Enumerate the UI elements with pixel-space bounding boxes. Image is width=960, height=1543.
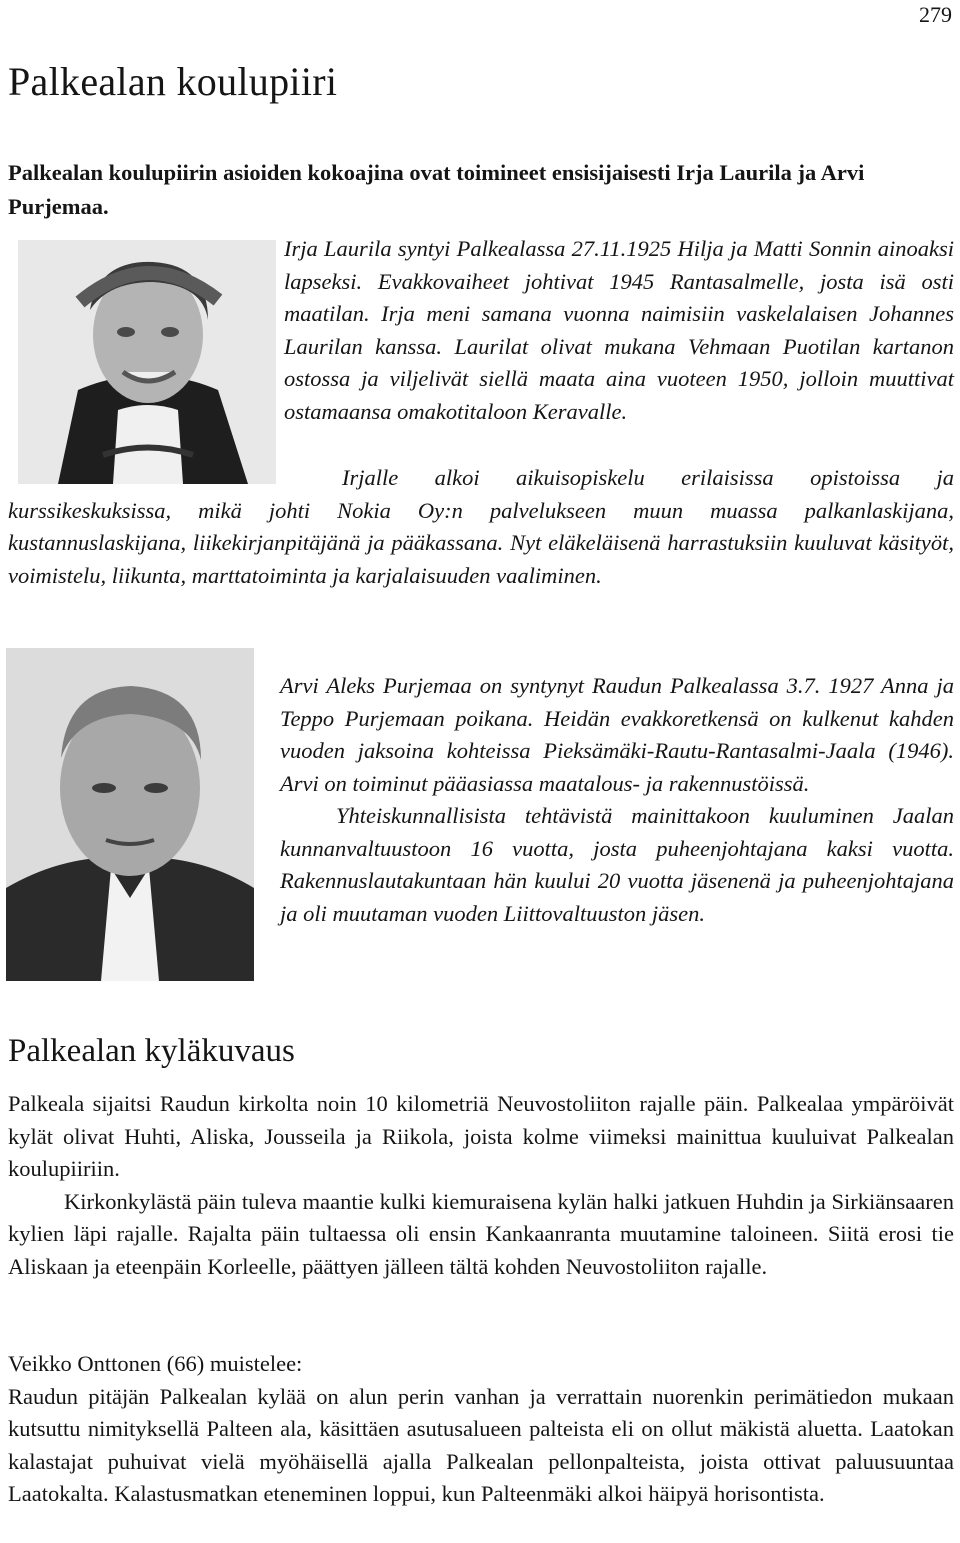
memory-paragraph: Raudun pitäjän Palkealan kylää on alun perin vanhan ja verrattain nuorenkin perimätiedon mukaan kutsuttu nimityksellä Palteen ala, käsittäen asutusalueen palteista eli on ollut mäkistä aluetta. Laatokan kalastajat puhuivat vielä myöhäisellä ajalla Palkealan pellonpalteista, joista ottivat paluusuuntaa Laatokalta. Kalastusmatkan eteneminen loppui, kun Palteenmäki alkoi häipyä horisontista. — [8, 1383, 954, 1506]
portrait-irja-laurila — [18, 240, 276, 484]
page-number: 279 — [919, 2, 952, 27]
arvi-paragraph-1: Arvi Aleks Purjemaa on syntynyt Raudun Palkealassa 3.7. 1927 Anna ja Teppo Purjemaan poikana. Heidän evakkoretkensä on kulkenut kahden vuoden jaksoina kohteissa Pieksämäki-Rautu-Rantasalmi-Jaala (1946). Arvi on toiminut pääasiassa maatalous- ja rakennustöissä. — [280, 673, 954, 796]
irja-paragraph-1: Irja Laurila syntyi Palkealassa 27.11.1925 Hilja ja Matti Sonnin ainoaksi lapseksi. Evakkovaiheet johtivat 1945 Rantasalmelle, josta isä osti maatilan. Irja meni samana vuonna naimisiin vaskelalaisen Johannes Laurilan kanssa. Laurilat olivat mukana Vehmaan Puotilan kartanon ostossa ja viljelivät siellä maata aina vuoteen 1950, jolloin muuttivat ostamaansa omakotitaloon Keravalle. — [284, 236, 954, 424]
village-paragraph-2: Kirkonkylästä päin tuleva maantie kulki kiemuraisena kylän halki jatkuen Huhdin ja Sirkiänsaaren kylien läpi rajalle. Rajalta päin tultaessa oli ensin Kankaanranta muutamine taloineen. Siitä erosi tie Aliskaan ja eteenpäin Korleelle, päättyen jälleen tältä kohden Neuvostoliiton rajalle. — [8, 1188, 954, 1279]
intro-paragraph: Palkealan koulupiirin asioiden kokoajina ovat toimineet ensisijaisesti Irja Laurila ja Arvi Purjemaa. — [8, 160, 865, 219]
village-paragraph-1: Palkeala sijaitsi Raudun kirkolta noin 10 kilometriä Neuvostoliiton rajalle päin. Palkealaa ympäröivät kylät olivat Huhti, Aliska, Jousseila ja Riikola, joista kolme viimeksi mainittua kuuluivat Palkealan koulupiiriin. — [8, 1091, 954, 1181]
memory-heading: Veikko Onttonen (66) muistelee: — [8, 1351, 303, 1376]
irja-paragraph-2: Irjalle alkoi aikuisopiskelu erilaisissa opistoissa ja kurssikeskuksissa, mikä johti Nokia Oy:n palvelukseen muun muassa palkanlaskijana, kustannuslaskijana, liikekirjanpitäjänä ja pääkassana. Nyt eläkeläisenä harrastuksiin kuuluvat käsityöt, voimistelu, liikunta, marttatoiminta ja karjalaisuuden vaaliminen. — [8, 465, 954, 588]
page-title: Palkealan koulupiiri — [8, 59, 338, 104]
portrait-arvi-purjemaa — [6, 648, 254, 981]
section-title-village: Palkealan kyläkuvaus — [8, 1033, 295, 1069]
arvi-paragraph-2: Yhteiskunnallisista tehtävistä mainittakoon kuuluminen Jaalan kunnanvaltuustoon 16 vuotta, josta puheenjohtajana kaksi vuotta. Rakennuslautakuntaan hän kuului 20 vuotta jäsenenä ja puheenjohtajana ja oli muutaman vuoden Liittovaltuuston jäsen. — [280, 803, 954, 926]
